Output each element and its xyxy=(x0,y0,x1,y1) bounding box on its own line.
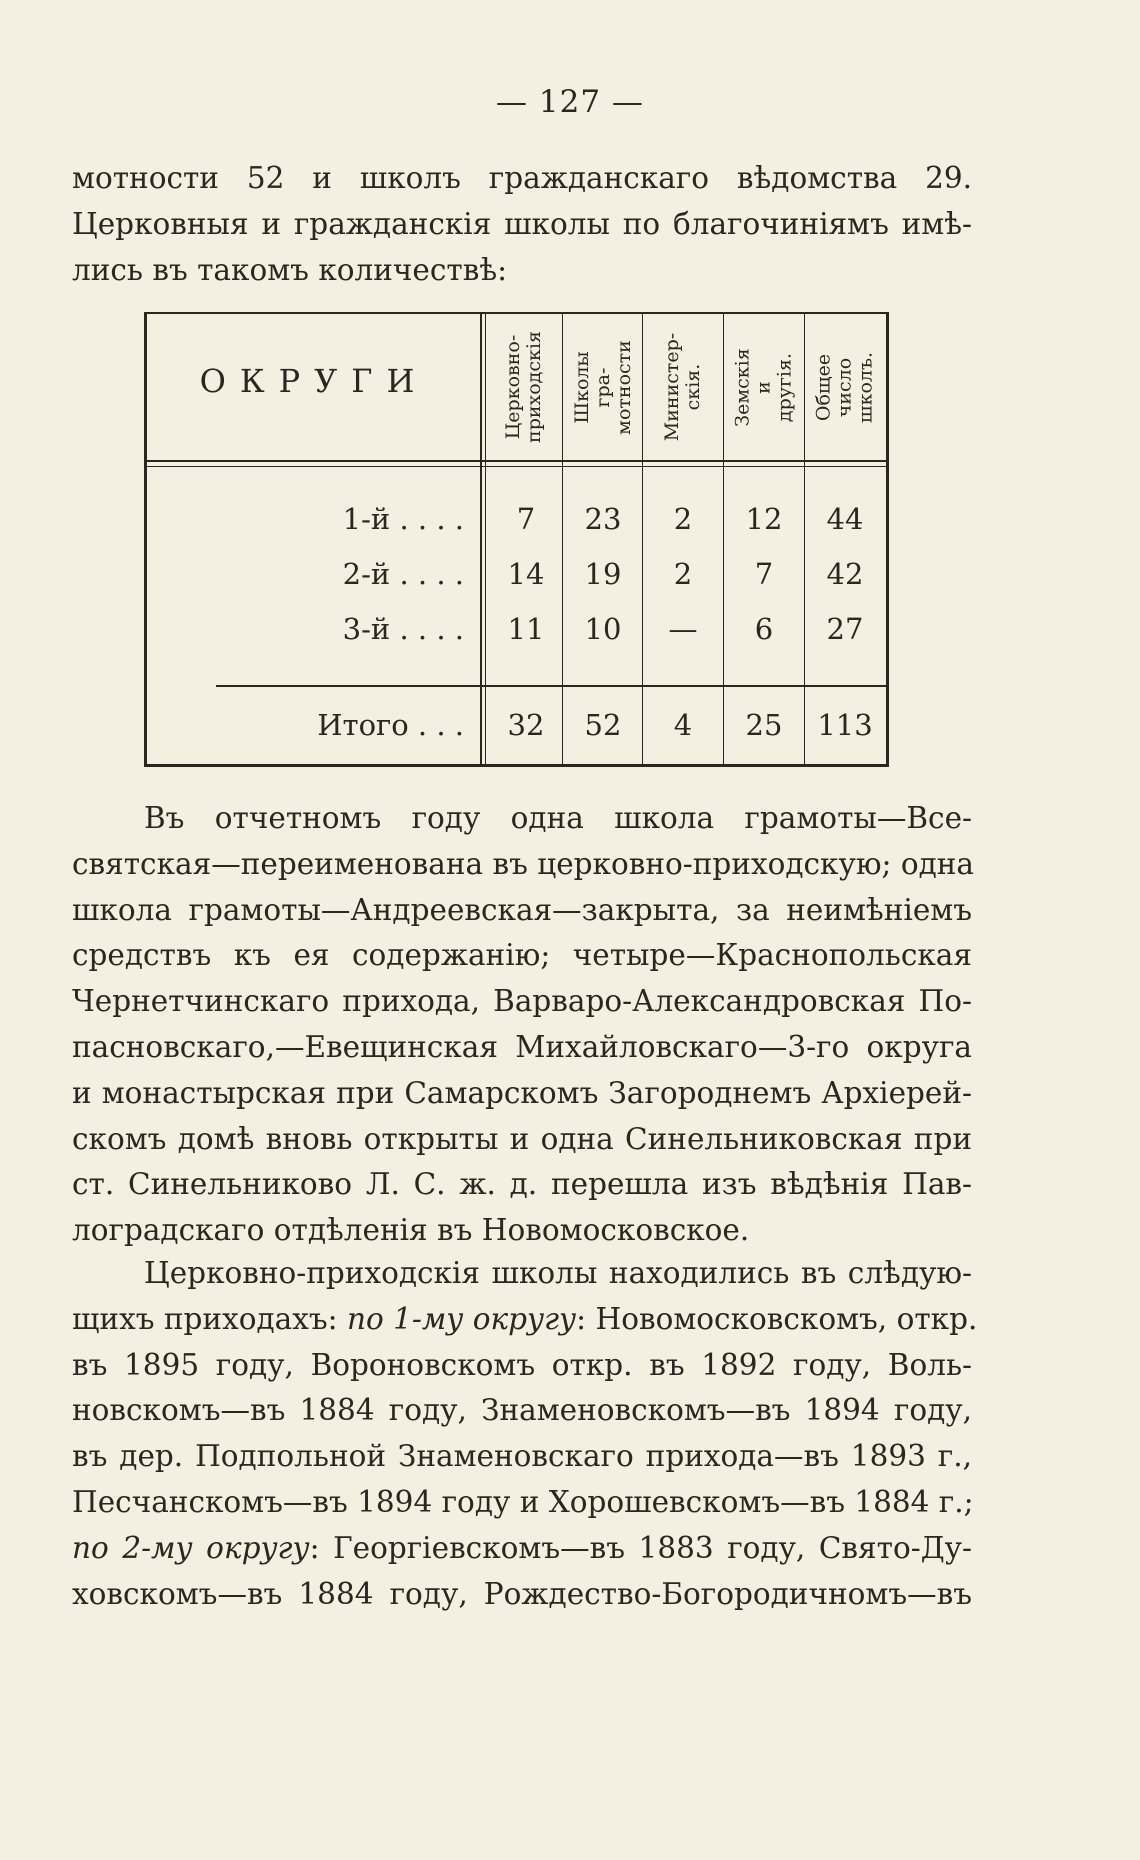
table-cell-total: 25 xyxy=(745,708,783,742)
table-cell: 7 xyxy=(754,557,774,591)
text-line: Церковныя и гражданскія школы по благочиніямъ имѣ- xyxy=(72,206,972,241)
table-cell: 23 xyxy=(584,502,622,536)
text-line: въ 1895 году, Вороновскомъ откр. въ 1892 году, Воль- xyxy=(72,1347,972,1382)
header-rule xyxy=(147,466,886,467)
col-header-total-schools: Общее число школъ. xyxy=(812,351,877,423)
text-line: новскомъ—въ 1884 году, Знаменовскомъ—въ 1894 году, xyxy=(72,1393,972,1428)
col-header-church-parish: Церковно- приходскія xyxy=(502,331,546,443)
text-line: въ дер. Подпольной Знаменовскаго прихода—въ 1893 г., xyxy=(72,1439,972,1474)
okrugi-header: ОКРУГИ xyxy=(199,362,429,400)
paragraph-changes xyxy=(72,796,975,1254)
col-header-literacy-schools: Школы гра- мотности xyxy=(570,339,635,435)
text-line: мотности 52 и школъ гражданскаго вѣдомства 29. xyxy=(72,161,972,195)
col-header-ministerial: Министер- скія. xyxy=(661,332,704,442)
table-cell: 10 xyxy=(584,612,622,646)
table-cell: 44 xyxy=(826,502,864,536)
text-line: пасновскаго,—Евещинская Михайловскаго—3-го округа xyxy=(72,1029,972,1064)
text-line: скомъ домѣ вновь открыты и одна Синельниковская при xyxy=(72,1121,972,1156)
text-line: Въ отчетномъ году одна школа грамоты—Все- xyxy=(144,801,972,835)
table-border xyxy=(144,312,889,314)
row-label-1: 1-й . . . . xyxy=(342,502,464,536)
col-header-zemstvo: Земскія и другія. xyxy=(731,347,796,427)
table-cell-total: 113 xyxy=(817,708,873,742)
text-line: ст. Синельниково Л. С. ж. д. перешла изъ вѣдѣнія Пав- xyxy=(72,1167,972,1202)
intro-paragraph xyxy=(72,156,972,293)
table-cell: 2 xyxy=(673,502,693,536)
district-1-label: по 1-му округу xyxy=(346,1301,577,1336)
table-cell-total: 4 xyxy=(673,708,693,742)
page-number: — 127 — xyxy=(496,84,644,120)
text-line: святская—переименована въ церковно-приходскую; одна xyxy=(72,846,975,881)
table-cell-total: 52 xyxy=(584,708,622,742)
text-line: по 2-му округу: Георгіевскомъ—въ 1883 году, Свято-Ду- xyxy=(72,1530,973,1565)
table-cell: 11 xyxy=(507,612,545,646)
text-line: Чернетчинскаго прихода, Варваро-Александровская По- xyxy=(72,984,972,1019)
table-border xyxy=(144,764,889,767)
table-cell: 14 xyxy=(507,557,545,591)
row-label-2: 2-й . . . . xyxy=(342,557,464,591)
text-line: ховскомъ—въ 1884 году, Рождество-Богородичномъ—въ xyxy=(72,1576,972,1611)
header-rule xyxy=(147,460,886,462)
schools-table xyxy=(144,312,889,767)
text-line: Песчанскомъ—въ 1894 году и Хорошевскомъ—въ 1884 г.; xyxy=(72,1484,974,1519)
table-cell-total: 32 xyxy=(507,708,545,742)
row-label-total: Итого . . . xyxy=(317,708,464,742)
text-line: школа грамоты—Андреевская—закрыта, за неимѣніемъ xyxy=(72,892,972,927)
total-rule xyxy=(216,685,886,687)
table-border xyxy=(886,312,889,767)
district-2-label: по 2-му округу xyxy=(72,1530,310,1565)
text-line: средствъ къ ея содержанію; четыре—Краснопольская xyxy=(72,938,972,973)
text-line: лоградскаго отдѣленія въ Новомосковское. xyxy=(72,1213,750,1248)
paragraph-parishes xyxy=(72,1251,978,1617)
table-cell: 7 xyxy=(516,502,536,536)
text-line: лись въ такомъ количествѣ: xyxy=(72,252,508,287)
table-cell: 19 xyxy=(584,557,622,591)
table-cell: — xyxy=(668,612,698,646)
table-cell: 27 xyxy=(826,612,864,646)
text-line: и монастырская при Самарскомъ Загороднемъ Архіерей- xyxy=(72,1075,972,1110)
table-cell: 12 xyxy=(745,502,783,536)
text-line: щихъ приходахъ: по 1-му округу: Новомосковскомъ, откр. xyxy=(72,1301,978,1336)
text-line: Церковно-приходскія школы находились въ слѣдую- xyxy=(144,1256,972,1290)
table-cell: 6 xyxy=(754,612,774,646)
table-cell: 2 xyxy=(673,557,693,591)
row-label-3: 3-й . . . . xyxy=(342,612,464,646)
table-cell: 42 xyxy=(826,557,864,591)
